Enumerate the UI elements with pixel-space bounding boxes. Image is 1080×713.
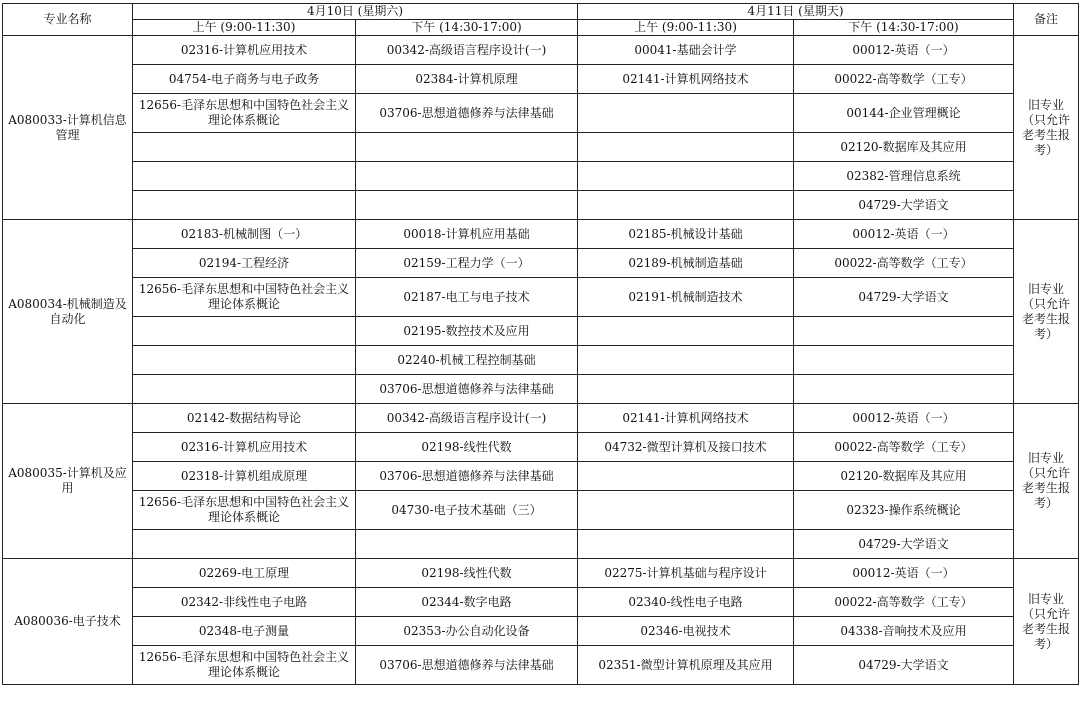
course-cell: 02142-数据结构导论 [133, 404, 356, 433]
course-cell: 02141-计算机网络技术 [578, 404, 794, 433]
course-cell [578, 162, 794, 191]
table-row [3, 162, 1079, 191]
course-cell: 02120-数据库及其应用 [794, 133, 1014, 162]
day1-header: 4月10日 (星期六) [133, 4, 578, 20]
course-cell [133, 375, 356, 404]
schedule-body [3, 4, 1079, 685]
course-cell: 12656-毛泽东思想和中国特色社会主义理论体系概论 [133, 491, 356, 530]
course-cell: 00022-高等数学（工专） [794, 433, 1014, 462]
course-cell: 02189-机械制造基础 [578, 249, 794, 278]
exam-schedule-sheet [2, 3, 1078, 711]
course-cell: 02318-计算机组成原理 [133, 462, 356, 491]
course-cell: 02191-机械制造技术 [578, 278, 794, 317]
note-cell: 旧专业（只允许老考生报考） [1014, 36, 1079, 220]
course-cell: 02198-线性代数 [356, 433, 578, 462]
table-row [3, 588, 1079, 617]
course-cell: 02198-线性代数 [356, 559, 578, 588]
course-cell [794, 317, 1014, 346]
course-cell: 02159-工程力学（一） [356, 249, 578, 278]
note-cell: 旧专业（只允许老考生报考） [1014, 559, 1079, 685]
course-cell [133, 191, 356, 220]
course-cell: 02187-电工与电子技术 [356, 278, 578, 317]
course-cell: 02120-数据库及其应用 [794, 462, 1014, 491]
course-cell: 02195-数控技术及应用 [356, 317, 578, 346]
course-cell [578, 346, 794, 375]
course-cell: 00022-高等数学（工专） [794, 588, 1014, 617]
course-cell [133, 530, 356, 559]
course-cell: 04754-电子商务与电子政务 [133, 65, 356, 94]
course-cell: 00018-计算机应用基础 [356, 220, 578, 249]
table-row [3, 94, 1079, 133]
course-cell: 02141-计算机网络技术 [578, 65, 794, 94]
course-cell [578, 462, 794, 491]
course-cell: 04732-微型计算机及接口技术 [578, 433, 794, 462]
table-row [3, 317, 1079, 346]
course-cell [578, 94, 794, 133]
course-cell: 00012-英语（一） [794, 559, 1014, 588]
course-cell: 03706-思想道德修养与法律基础 [356, 375, 578, 404]
table-row [3, 249, 1079, 278]
table-row [3, 220, 1079, 249]
table-row [3, 191, 1079, 220]
course-cell [578, 530, 794, 559]
course-cell: 04730-电子技术基础（三） [356, 491, 578, 530]
course-cell: 00012-英语（一） [794, 36, 1014, 65]
major-name-cell: A080036-电子技术 [3, 559, 133, 685]
course-cell: 02323-操作系统概论 [794, 491, 1014, 530]
course-cell: 00012-英语（一） [794, 404, 1014, 433]
day2-header: 4月11日 (星期天) [578, 4, 1014, 20]
major-header: 专业名称 [3, 4, 133, 36]
course-cell [578, 317, 794, 346]
course-cell [356, 162, 578, 191]
course-cell: 12656-毛泽东思想和中国特色社会主义理论体系概论 [133, 278, 356, 317]
course-cell [133, 317, 356, 346]
course-cell: 02344-数字电路 [356, 588, 578, 617]
course-cell: 02353-办公自动化设备 [356, 617, 578, 646]
course-cell: 04729-大学语文 [794, 530, 1014, 559]
course-cell [133, 162, 356, 191]
course-cell: 02316-计算机应用技术 [133, 433, 356, 462]
table-row [3, 36, 1079, 65]
day2-am-header: 上午 (9:00-11:30) [578, 20, 794, 36]
course-cell [356, 191, 578, 220]
course-cell: 00342-高级语言程序设计(一) [356, 404, 578, 433]
course-cell: 02194-工程经济 [133, 249, 356, 278]
note-header: 备注 [1014, 4, 1079, 36]
table-row [3, 346, 1079, 375]
course-cell: 02240-机械工程控制基础 [356, 346, 578, 375]
course-cell: 02340-线性电子电路 [578, 588, 794, 617]
course-cell: 02348-电子测量 [133, 617, 356, 646]
table-row [3, 65, 1079, 94]
course-cell: 02316-计算机应用技术 [133, 36, 356, 65]
course-cell: 02342-非线性电子电路 [133, 588, 356, 617]
table-row [3, 491, 1079, 530]
table-row [3, 559, 1079, 588]
table-row [3, 133, 1079, 162]
course-cell: 02346-电视技术 [578, 617, 794, 646]
course-cell: 02382-管理信息系统 [794, 162, 1014, 191]
course-cell: 02185-机械设计基础 [578, 220, 794, 249]
course-cell: 00022-高等数学（工专） [794, 249, 1014, 278]
course-cell: 02275-计算机基础与程序设计 [578, 559, 794, 588]
course-cell [578, 375, 794, 404]
table-row [3, 646, 1079, 685]
course-cell [133, 346, 356, 375]
course-cell: 00144-企业管理概论 [794, 94, 1014, 133]
course-cell: 03706-思想道德修养与法律基础 [356, 462, 578, 491]
table-row [3, 462, 1079, 491]
course-cell: 00012-英语（一） [794, 220, 1014, 249]
course-cell: 04729-大学语文 [794, 278, 1014, 317]
course-cell [578, 491, 794, 530]
course-cell: 04729-大学语文 [794, 646, 1014, 685]
course-cell [133, 133, 356, 162]
course-cell: 02351-微型计算机原理及其应用 [578, 646, 794, 685]
course-cell: 02384-计算机原理 [356, 65, 578, 94]
table-row [3, 278, 1079, 317]
course-cell: 12656-毛泽东思想和中国特色社会主义理论体系概论 [133, 94, 356, 133]
course-cell: 00041-基础会计学 [578, 36, 794, 65]
course-cell: 00342-高级语言程序设计(一) [356, 36, 578, 65]
course-cell [356, 530, 578, 559]
course-cell [794, 375, 1014, 404]
major-name-cell: A080034-机械制造及自动化 [3, 220, 133, 404]
table-row [3, 617, 1079, 646]
course-cell [578, 133, 794, 162]
course-cell: 02183-机械制图（一） [133, 220, 356, 249]
exam-schedule-table [2, 3, 1079, 685]
day2-pm-header: 下午 (14:30-17:00) [794, 20, 1014, 36]
table-row [3, 433, 1079, 462]
course-cell [356, 133, 578, 162]
course-cell: 02269-电工原理 [133, 559, 356, 588]
course-cell [794, 346, 1014, 375]
course-cell: 00022-高等数学（工专） [794, 65, 1014, 94]
major-name-cell: A080035-计算机及应用 [3, 404, 133, 559]
table-row [3, 530, 1079, 559]
course-cell: 03706-思想道德修养与法律基础 [356, 94, 578, 133]
note-cell: 旧专业（只允许老考生报考） [1014, 404, 1079, 559]
course-cell [578, 191, 794, 220]
major-name-cell: A080033-计算机信息管理 [3, 36, 133, 220]
table-row [3, 404, 1079, 433]
course-cell: 04338-音响技术及应用 [794, 617, 1014, 646]
course-cell: 04729-大学语文 [794, 191, 1014, 220]
header-row-dates [3, 4, 1079, 20]
day1-pm-header: 下午 (14:30-17:00) [356, 20, 578, 36]
table-row [3, 375, 1079, 404]
note-cell: 旧专业（只允许老考生报考） [1014, 220, 1079, 404]
course-cell: 12656-毛泽东思想和中国特色社会主义理论体系概论 [133, 646, 356, 685]
course-cell: 03706-思想道德修养与法律基础 [356, 646, 578, 685]
day1-am-header: 上午 (9:00-11:30) [133, 20, 356, 36]
header-row-sessions [3, 20, 1079, 36]
